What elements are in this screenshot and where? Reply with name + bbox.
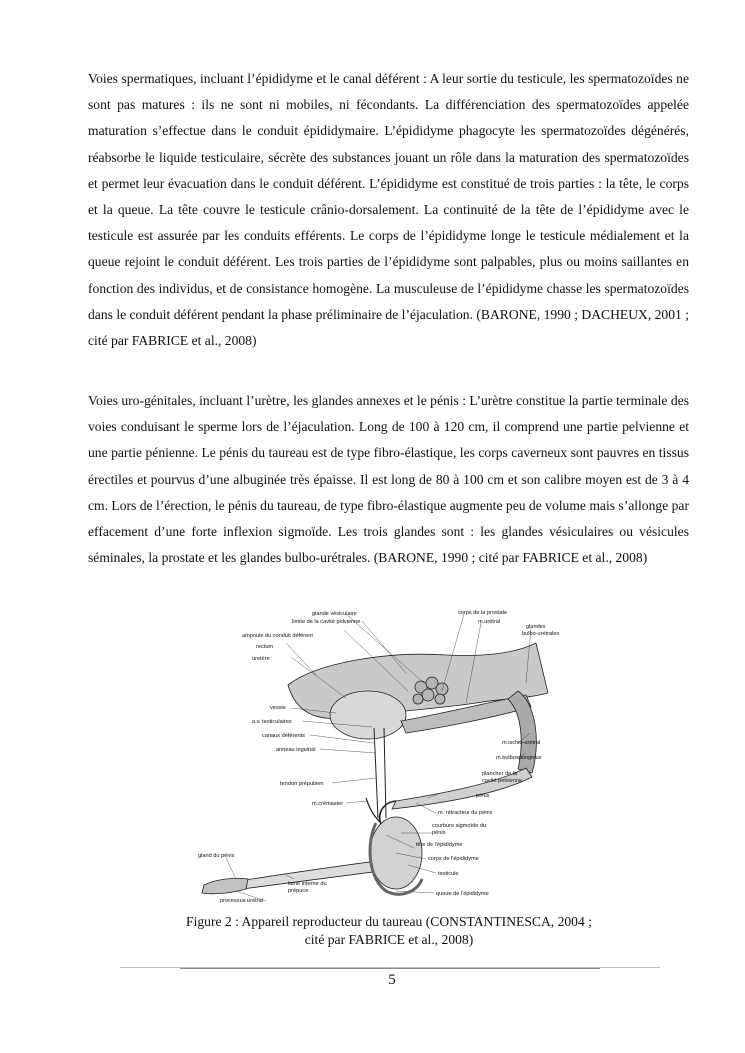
label-corps-prostate: corps de la prostate — [458, 610, 508, 616]
paragraph-voies-spermatiques: Voies spermatiques, incluant l’épididyme et le canal déférent : A leur sortie du testicule, les spermatozoïdes ne sont pas matures : ils ne sont ni mobiles, ni fécondants. La différenciation des spermatozoïdes appelée maturation s’effectue dans le conduit épididymaire. L’épididyme phagocyte les spermatozoïdes dégénérés, réabsorbe le liquide testiculaire, sécrète des substances jouant un rôle dans la maturation des spermatozoïdes et permet leur évacuation dans le conduit déférent. L’épididyme est constitué de trois parties : la tête, le corps et la queue. La tête couvre le testicule crânio-dorsalement. La continuité de la tête de l’épididyme avec le testicule est assurée par les conduits efférents. Le corps de l’épididyme longe le testicule médialement et la queue rejoint le conduit déférent. Les trois parties de l’épididyme sont palpables, plus ou moins saillantes en fonction des individus, et de consistance homogène. La musculeuse de l’épididyme chasse les spermatozoïdes dans le conduit déférent pendant la phase préliminaire de l’éjaculation. (BARONE, 1990 ; DACHEUX, 2001 ; cité par FABRICE et al., 2008) — [88, 71, 689, 349]
label-glandes-2: bulbo-urétrales — [522, 631, 560, 637]
figure-caption — [150, 913, 628, 949]
anatomy-drawing — [196, 603, 561, 903]
anatomy-shapes — [202, 643, 548, 894]
label-anneau-inguinal: anneau inguinal — [276, 747, 316, 753]
label-tete-epididyme: tête de l'épididyme — [416, 842, 463, 848]
label-glandes-1: glandes — [526, 624, 546, 630]
label-m-bulbospongieux: m.bulbospongieux — [496, 755, 542, 761]
caption-line-1: Figure 2 : Appareil reproducteur du taureau (CONSTANTINESCA, 2004 ; — [186, 914, 592, 929]
label-ampoule: ampoule du conduit déférent — [242, 633, 313, 639]
label-processus-uretral: processus urétral — [220, 898, 263, 903]
label-lame-interne-2: prépuce — [288, 888, 309, 894]
label-lame-interne-1: lame interne du — [288, 881, 327, 887]
label-m-retracteur: m. rétracteur du pénis — [438, 810, 493, 816]
label-queue-epididyme: queue de l'épididyme — [436, 891, 489, 897]
label-m-ischio-uretral: m.ischio-urétral — [502, 740, 541, 746]
label-courbure-1: courbure sigmoïde du — [432, 823, 487, 829]
bladder-shape — [330, 691, 406, 739]
figure-bull-reproductive-anatomy — [196, 603, 561, 903]
label-testicule: testicule — [438, 871, 459, 877]
caption-line-2: cité par FABRICE et al., 2008) — [304, 932, 474, 947]
cremaster-shape — [366, 798, 381, 823]
footer-rule-inner — [180, 968, 600, 969]
label-uretere: uretère — [252, 656, 270, 662]
label-m-uretral: m.urétral — [478, 619, 501, 625]
label-m-cremaster: m.crémaster — [312, 801, 344, 807]
label-rectum: rectum — [256, 644, 274, 650]
spermatic-cord-shape — [374, 728, 386, 818]
label-courbure-2: pénis — [432, 830, 446, 836]
label-glande-vesiculaire: glande vésiculaire — [312, 611, 357, 617]
paragraph-voies-uro-genitales: Voies uro-génitales, incluant l’urètre, les glandes annexes et le pénis : L’urètre constitue la partie terminale des voies conduisant le sperme lors de l’éjaculation. Long de 100 à 120 cm, il comprend une partie pelvienne et une partie pénienne. Le pénis du taureau est de type fibro-élastique, les corps caverneux sont pauvres en tissus érectiles et pourvus d’une albuginée très épaisse. Il est long de 80 à 100 cm et son calibre moyen est de 3 à 4 cm. Lors de l’érection, le pénis du taureau, de type fibro-élastique augmente peu de volume mais s’allonge par effacement d’une forte inflexion sigmoïde. Les trois glandes sont : les glandes vésiculaires ou vésicules séminales, la prostate et les glandes bulbo-urétrales. (BARONE, 1990 ; cité par FABRICE et al., 2008) — [88, 393, 689, 566]
label-tendon-prepubien: tendon prépubien — [280, 781, 324, 787]
label-limite-cavite: limite de la cavité pelvienne — [292, 619, 361, 625]
page-number: 5 — [388, 972, 396, 988]
label-corps-epididyme: corps de l'épididyme — [428, 856, 479, 862]
label-av-testiculaires: a.v. testiculaires — [252, 719, 292, 725]
label-gland-penis: gland du pénis — [198, 853, 235, 859]
label-plancher-1: plancher de la — [482, 771, 518, 777]
label-penis: pénis — [476, 793, 490, 799]
label-plancher-2: cavité pelvienne — [482, 778, 523, 784]
label-canaux-deferents: canaux déférents — [262, 733, 305, 739]
label-vessie: vessie — [270, 705, 286, 711]
glans-shape — [202, 878, 248, 894]
